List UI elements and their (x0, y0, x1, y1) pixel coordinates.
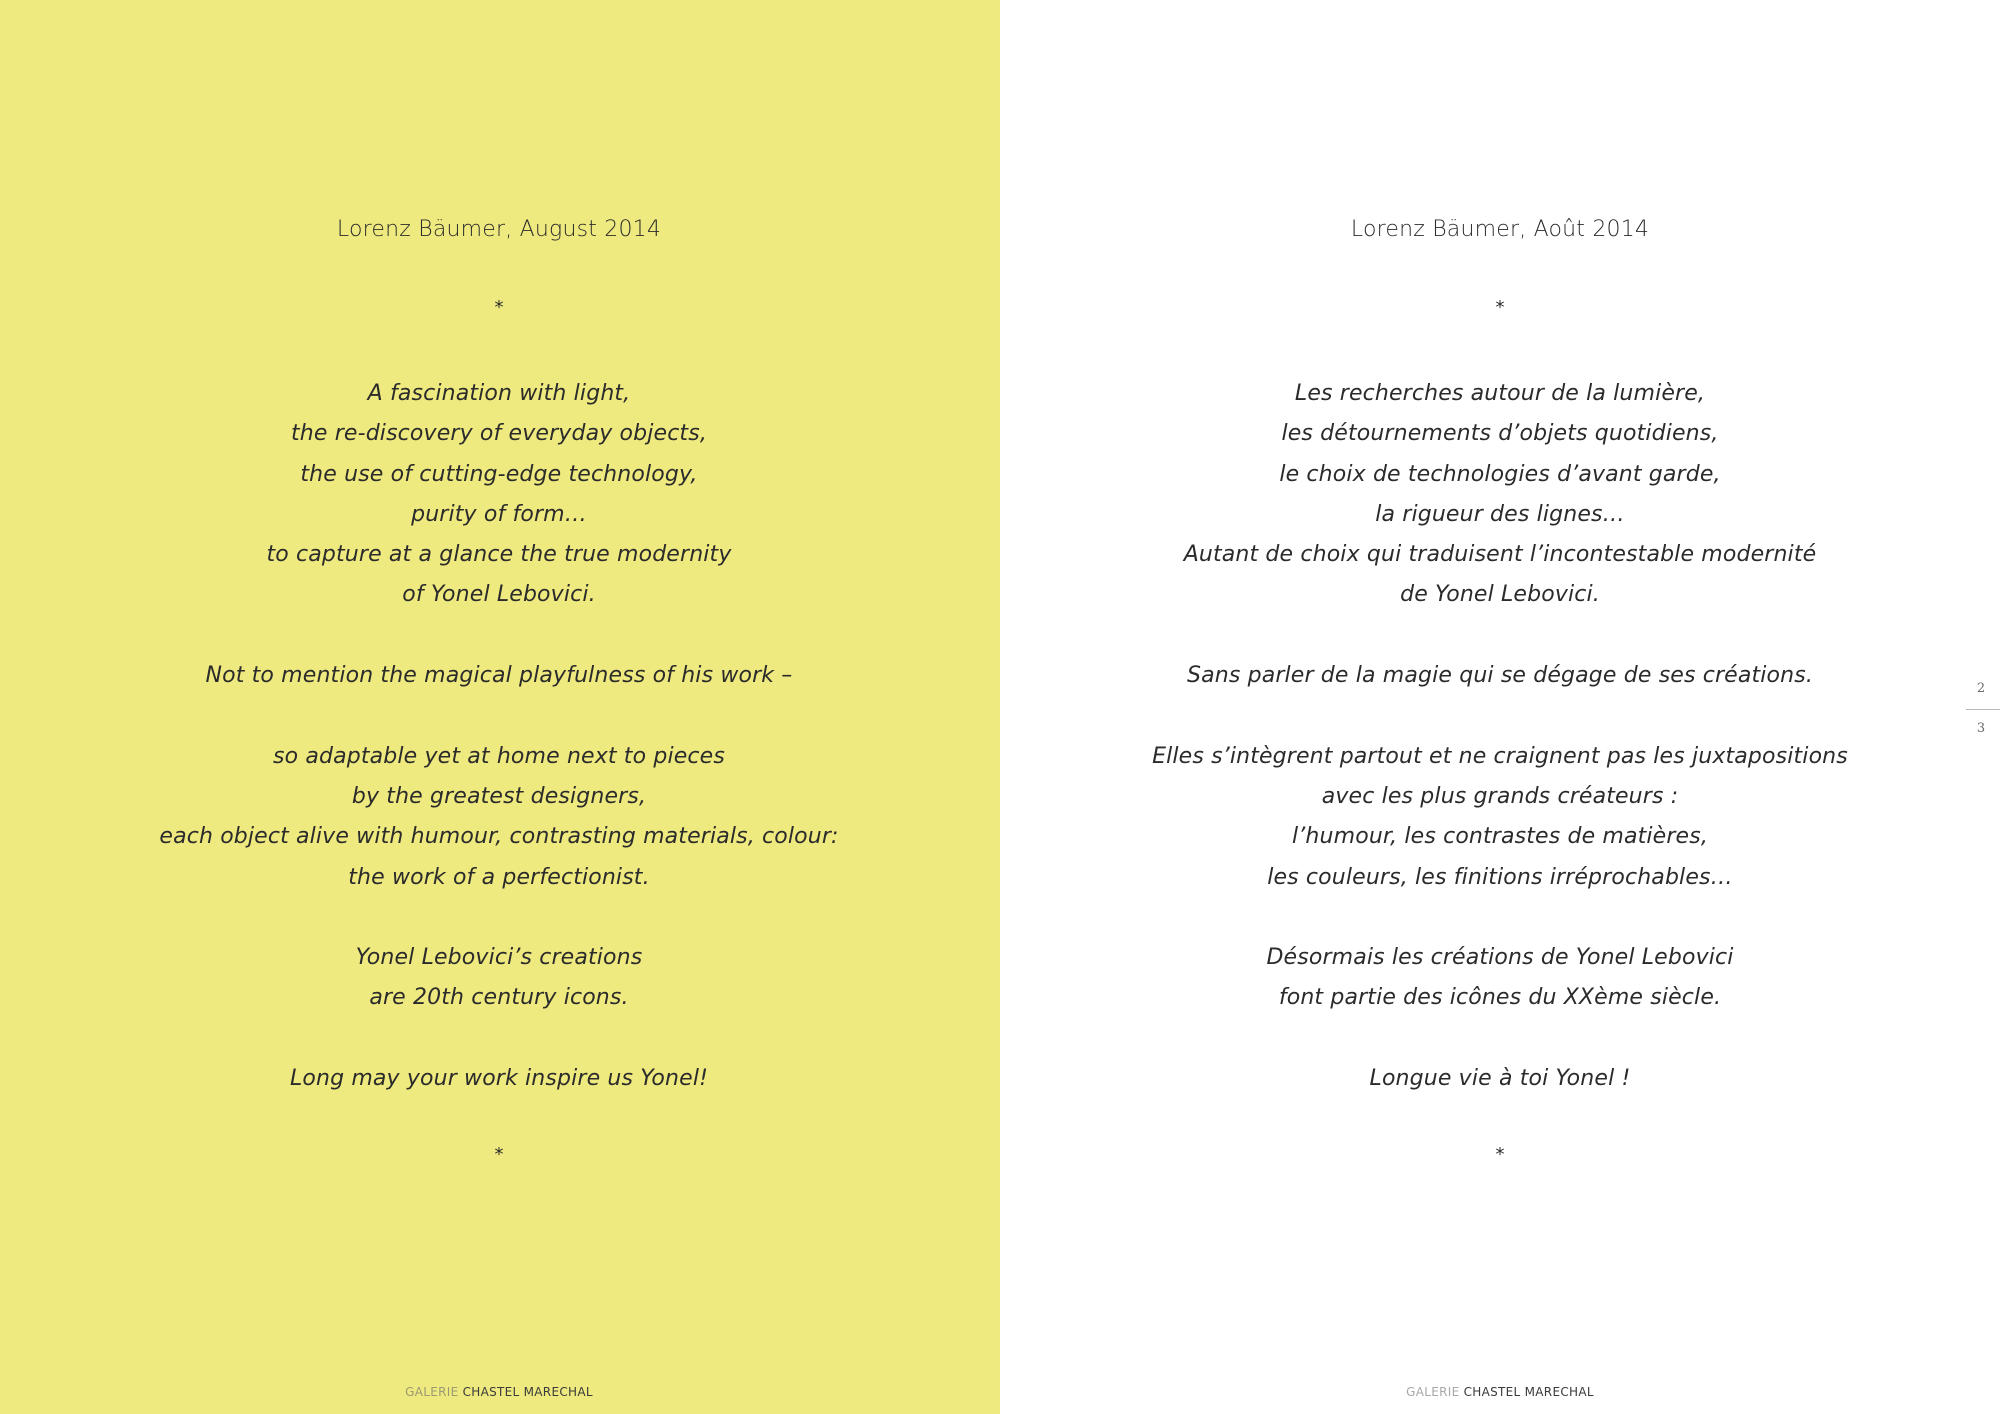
right-text-gap (1050, 1019, 1950, 1059)
left-text-line: so adaptable yet at home next to pieces (273, 743, 725, 769)
left-footer-dark: CHASTEL MARECHAL (462, 1385, 593, 1399)
left-text-gap (49, 616, 949, 656)
left-text-gap (49, 898, 949, 938)
right-text-line: Les recherches autour de la lumière, (1294, 381, 1706, 406)
right-text-line: Elles s’intègrent partout et ne craignent pas les juxtapositions (1152, 743, 1848, 769)
left-text-line: are 20th century icons. (369, 985, 629, 1011)
right-footer-gallery-name (1050, 1384, 1950, 1400)
left-text-block (49, 374, 949, 1099)
page-number-divider (1966, 709, 2000, 710)
right-author-line: Lorenz Bäumer, Août 2014 (1350, 217, 1650, 242)
right-text-line: font partie des icônes du XXème siècle. (1278, 985, 1722, 1011)
left-text-line: the work of a perfectionist. (348, 864, 650, 890)
right-text-line: l’humour, les contrastes de matières, (1292, 824, 1708, 850)
left-text-line: to capture at a glance the true modernity (266, 542, 732, 568)
left-author-line: Lorenz Bäumer, August 2014 (336, 217, 662, 242)
left-text-line: Long may your work inspire us Yonel! (289, 1066, 709, 1092)
right-text-line: Désormais les créations de Yonel Lebovici (1266, 945, 1734, 971)
right-text-line: avec les plus grands créateurs : (1321, 783, 1679, 809)
right-text-line: la rigueur des lignes… (1375, 501, 1625, 527)
left-text-line: Not to mention the magical playfulness of his work – (205, 663, 793, 689)
left-footer-light: GALERIE (405, 1385, 459, 1399)
right-separator-top: * (1495, 297, 1505, 318)
left-text-gap (49, 1019, 949, 1059)
right-footer-dark: CHASTEL MARECHAL (1463, 1385, 1594, 1399)
right-text-line: Sans parler de la magie qui se dégage de ses créations. (1186, 663, 1813, 689)
left-text-line: the re-discovery of everyday objects, (291, 421, 707, 447)
page-number-left: 2 (1976, 681, 1986, 696)
right-text-line: Longue vie à toi Yonel ! (1369, 1066, 1631, 1092)
right-page (1000, 0, 2000, 1414)
left-text-line: A fascination with light, (367, 381, 631, 406)
page-number-right: 3 (1976, 721, 1986, 736)
right-text-block (1050, 374, 1950, 1099)
right-text-line: les couleurs, les finitions irréprochables… (1267, 864, 1733, 890)
right-text-line: Autant de choix qui traduisent l’incontestable modernité (1183, 542, 1817, 568)
left-text-gap (49, 696, 949, 736)
left-separator-bottom: * (494, 1144, 504, 1165)
left-text-line: purity of form… (411, 501, 587, 527)
right-footer-light: GALERIE (1406, 1385, 1460, 1399)
right-text-gap (1050, 898, 1950, 938)
left-text-line: of Yonel Lebovici. (402, 582, 596, 608)
right-text-line: le choix de technologies d’avant garde, (1279, 461, 1721, 487)
right-text-gap (1050, 696, 1950, 736)
right-separator-bottom: * (1495, 1144, 1505, 1165)
left-text-line: Yonel Lebovici’s creations (355, 945, 643, 971)
right-text-line: de Yonel Lebovici. (1400, 582, 1600, 608)
left-footer-gallery-name (49, 1384, 949, 1400)
left-separator-top: * (494, 297, 504, 318)
left-text-line: the use of cutting-edge technology, (300, 461, 698, 487)
left-text-line: each object alive with humour, contrasting materials, colour: (159, 824, 839, 850)
left-text-line: by the greatest designers, (351, 783, 647, 809)
right-text-gap (1050, 616, 1950, 656)
right-text-line: les détournements d’objets quotidiens, (1281, 421, 1719, 447)
